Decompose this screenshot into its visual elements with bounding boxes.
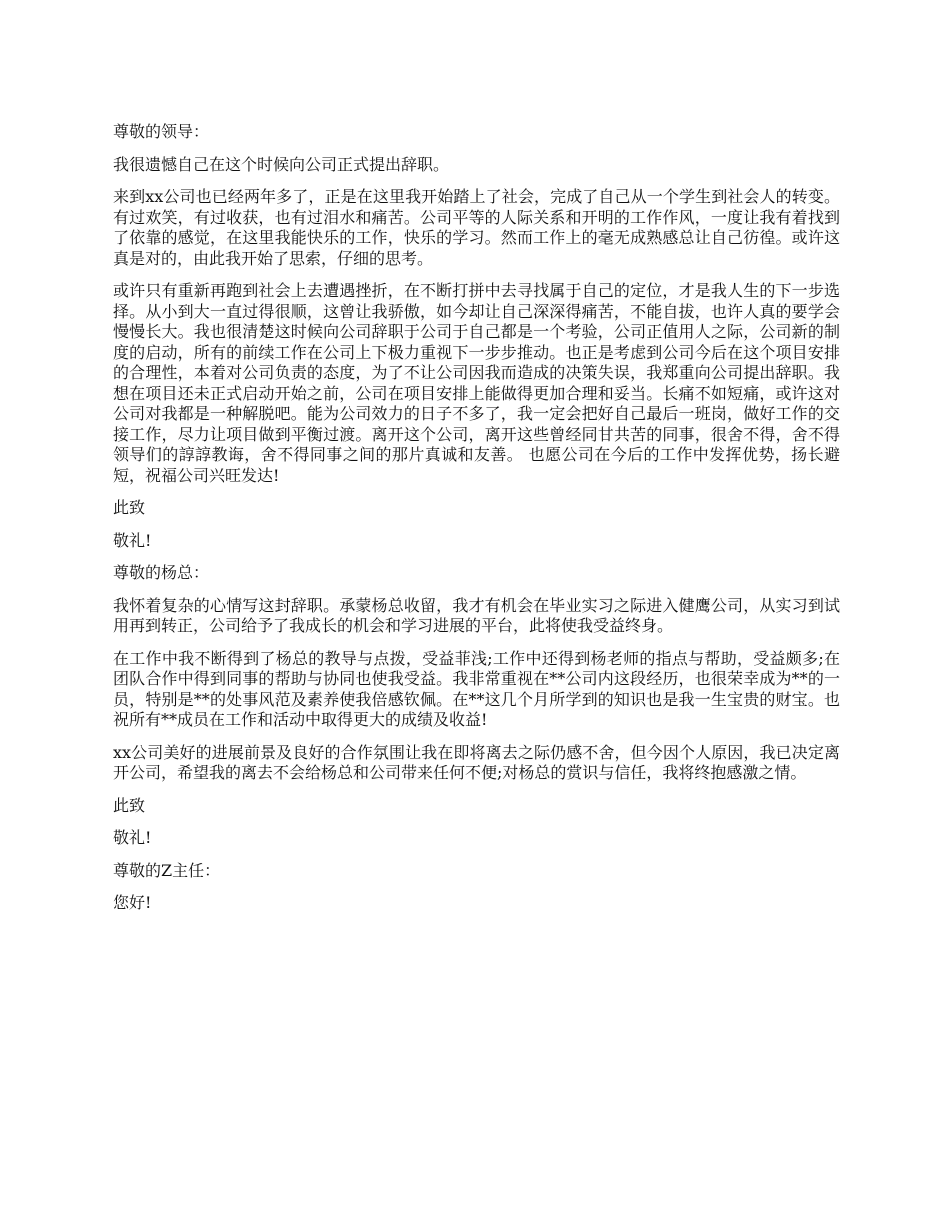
document-page (113, 122, 840, 926)
regards-2: 敬礼! (113, 828, 152, 847)
greeting-3: 您好! (113, 893, 152, 912)
salutation-3: 尊敬的Z主任： (113, 860, 221, 880)
salutation-1: 尊敬的领导： (113, 122, 210, 141)
paragraph-body-2b: 在工作中我不断得到了杨总的教导与点拨，受益菲浅;工作中还得到杨老师的指点与帮助，受益颇多;在团队合作中得到同事的帮助与协同也使我受益。我非常重视在**公司内这段经历，也很荣幸成为**的一员，特别是**的处事风范及素养使我倍感钦佩。在**这几个月所学到的知识也是我一生宝贵的财宝。也祝所有**成员在工作和活动中取得更大的成绩及收益! (113, 648, 840, 729)
closing-2: 此致 (113, 795, 146, 815)
paragraph-body-1a: 来到xx公司也已经两年多了，正是在这里我开始踏上了社会，完成了自己从一个学生到社会人的转变。有过欢笑，有过收获，也有过泪水和痛苦。公司平等的人际关系和开明的工作作风，一度让我有着找到了依靠的感觉，在这里我能快乐的工作，快乐的学习。然而工作上的毫无成熟感总让自己彷徨。或许这真是对的，由此我开始了思索，仔细的思考。 (113, 187, 840, 268)
paragraph-body-2c: xx公司美好的进展前景及良好的合作氛围让我在即将离去之际仍感不舍，但今因个人原因，我已决定离开公司，希望我的离去不会给杨总和公司带来任何不便;对杨总的赏识与信任，我将终抱感激之情。 (113, 742, 840, 782)
paragraph-body-1b: 或许只有重新再跑到社会上去遭遇挫折，在不断打拼中去寻找属于自己的定位，才是我人生的下一步选择。从小到大一直过得很顺，这曾让我骄傲，如今却让自己深深得痛苦，不能自拔，也许人真的要学会慢慢长大。我也很清楚这时候向公司辞职于公司于自己都是一个考验，公司正值用人之际，公司新的制度的启动，所有的前续工作在公司上下极力重视下一步步推动。也正是考虑到公司今后在这个项目安排的合理性，本着对公司负责的态度，为了不让公司因我而造成的决策失误，我郑重向公司提出辞职。我想在项目还未正式启动开始之前，公司在项目安排上能做得更加合理和妥当。长痛不如短痛，或许这对公司对我都是一种解脱吧。能为公司效力的日子不多了，我一定会把好自己最后一班岗，做好工作的交接工作，尽力让项目做到平衡过渡。离开这个公司，离开这些曾经同甘共苦的同事，很舍不得，舍不得领导们的諄諄教诲，舍不得同事之间的那片真诚和友善。 也愿公司在今后的工作中发挥优势，扬长避短，祝福公司兴旺发达! (113, 281, 840, 485)
paragraph-intro-1: 我很遗憾自己在这个时候向公司正式提出辞职。 (113, 154, 450, 174)
regards-1: 敬礼! (113, 530, 152, 550)
paragraph-body-2a: 我怀着复杂的心情写这封辞职。承蒙杨总收留，我才有机会在毕业实习之际进入健鹰公司，从实习到试用再到转正，公司给予了我成长的机会和学习进展的平台，此将使我受益终身。 (113, 595, 840, 635)
salutation-2: 尊敬的杨总： (113, 563, 210, 582)
closing-1: 此致 (113, 498, 146, 517)
